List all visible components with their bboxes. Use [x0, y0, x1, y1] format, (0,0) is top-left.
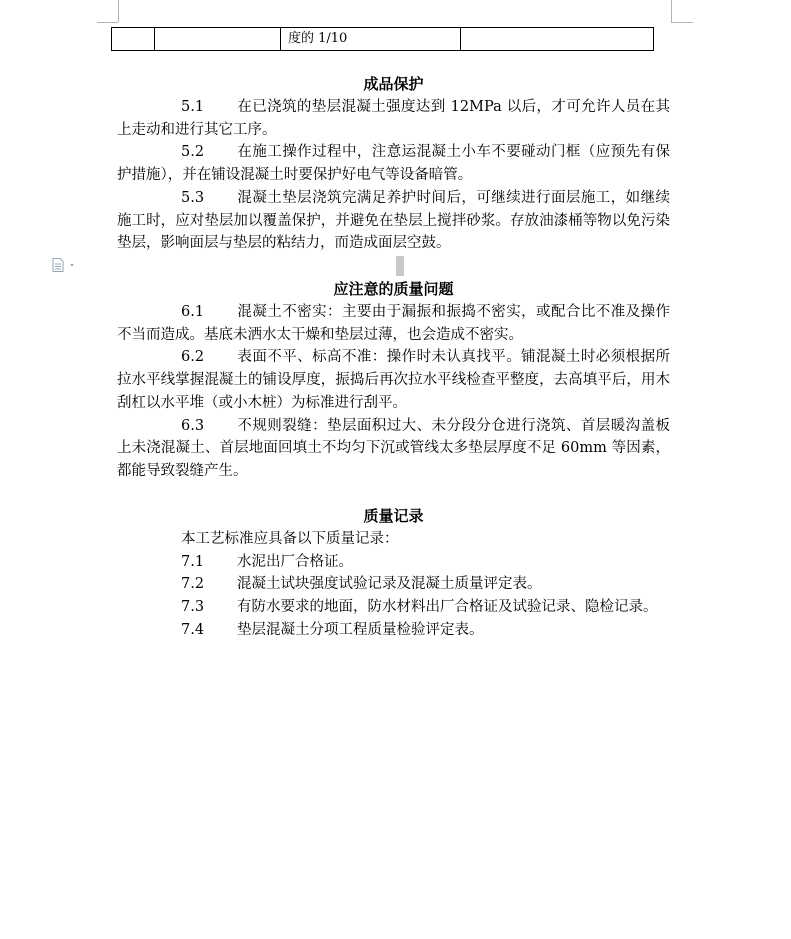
item-number: 6.2 [181, 349, 205, 366]
item-text: 在已浇筑的垫层混凝土强度达到 12MPa 以后，才可允许人员在其上走动和进行其它工序。 [117, 99, 670, 138]
item-number: 7.2 [181, 576, 205, 593]
item-text: 混凝土垫层浇筑完满足养护时间后，可继续进行面层施工，如继续施工时，应对垫层加以覆盖保护，并避免在垫层上搅拌砂浆。存放油漆桶等物以免污染垫层，影响面层与垫层的粘结力，而造成面层空鼓。 [117, 189, 670, 252]
list-item[interactable] [117, 301, 670, 346]
item-number: 5.1 [181, 99, 205, 115]
crop-mark-top-left [118, 0, 119, 22]
item-number: 6.3 [181, 417, 205, 434]
table-cell[interactable]: 度的 1/10 [281, 28, 461, 51]
item-number: 7.3 [181, 599, 205, 616]
table-fragment [111, 27, 654, 51]
section-heading-protection: 成品保护 [363, 75, 424, 93]
item-text: 混凝土不密实：主要由于漏振和振捣不密实，或配合比不准及操作不当而造成。基底未洒水太干燥和垫层过薄，也会造成不密实。 [117, 304, 670, 343]
item-number: 5.2 [181, 144, 205, 161]
list-item[interactable] [117, 619, 670, 642]
item-text: 水泥出厂合格证。 [237, 553, 353, 570]
text-cursor-marker [396, 256, 404, 276]
list-item[interactable] [117, 573, 670, 596]
list-item[interactable] [117, 596, 670, 619]
crop-mark-top-right [671, 0, 672, 22]
item-text: 表面不平、标高不准：操作时未认真找平。铺混凝土时必须根据所拉水平线掌握混凝土的铺设厚度，振捣后再次拉水平线检查平整度，去高填平后，用木刮杠以水平堆（或小木桩）为标准进行刮平。 [117, 349, 670, 411]
item-text: 垫层混凝土分项工程质量检验评定表。 [237, 621, 484, 638]
list-item[interactable] [117, 141, 670, 186]
item-text: 混凝土试块强度试验记录及混凝土质量评定表。 [237, 576, 542, 593]
crop-mark-top-left [97, 22, 118, 23]
crop-mark-top-right [671, 22, 693, 23]
section-body-protection [117, 96, 670, 255]
item-text: 有防水要求的地面，防水材料出厂合格证及试验记录、隐检记录。 [237, 599, 658, 616]
list-item[interactable] [117, 415, 670, 483]
item-number: 6.1 [181, 304, 205, 320]
section-heading-quality-issues: 应注意的质量问题 [333, 280, 454, 298]
list-item[interactable] [117, 551, 670, 574]
item-number: 7.4 [181, 621, 205, 638]
list-item[interactable] [117, 96, 670, 141]
item-number: 7.1 [181, 553, 205, 570]
section-intro[interactable]: 本工艺标准应具备以下质量记录： [181, 531, 399, 547]
table-cell[interactable] [112, 28, 155, 51]
list-item[interactable] [117, 346, 670, 414]
table-cell[interactable] [461, 28, 654, 51]
section-heading-quality-records: 质量记录 [363, 507, 424, 525]
table-row [112, 28, 654, 51]
item-number: 5.3 [181, 189, 205, 206]
item-text: 在施工操作过程中，注意运混凝土小车不要碰动门框（应预先有保护措施），并在铺设混凝土时要保护好电气等设备暗管。 [117, 144, 670, 184]
section-body-quality-issues [117, 301, 670, 483]
item-text: 不规则裂缝：垫层面积过大、未分段分仓进行浇筑、首层暖沟盖板上未浇混凝土、首层地面回填土不均匀下沉或管线太多垫层厚度不足 60mm 等因素，都能导致裂缝产生。 [117, 417, 670, 479]
document-icon[interactable] [52, 258, 78, 272]
table-cell[interactable] [155, 28, 281, 51]
section-body-quality-records [117, 528, 670, 642]
list-item[interactable] [117, 187, 670, 255]
